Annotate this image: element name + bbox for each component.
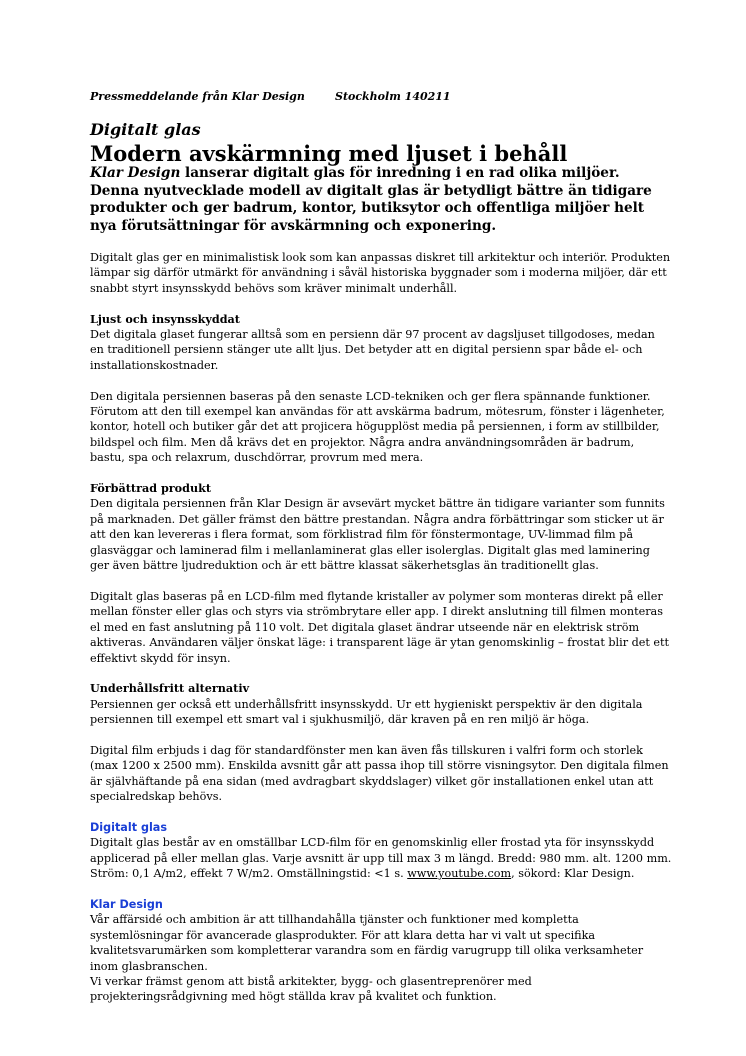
page-title: Modern avskärmning med ljuset i behåll: [90, 141, 568, 166]
section-improved-paragraph-2: Digitalt glas baseras på en LCD-film med flytande kristaller av polymer som monteras direkt på eller mellan fönster eller glas och styrs via strömbrytare eller app. I direkt anslutning till filmen monteras el med en fast anslutning på 110 volt. Det digitala glaset ändrar utseende när en elektrisk ström aktiveras. Användaren väljer önskat läge: i transparent läge är ytan genomskinlig – frostat blir det ett effektivt skydd för insyn.: [90, 589, 670, 665]
lead-brand: Klar Design: [90, 165, 181, 181]
kicker: Digitalt glas: [90, 120, 201, 139]
date-label: Stockholm 140211: [335, 90, 451, 103]
section-heading-improved: Förbättrad produkt: [90, 481, 212, 496]
section-maintenance-paragraph-1: Persiennen ger också ett underhållsfritt insynsskydd. Ur ett hygieniskt perspektiv är den digitala persiennen till exempel ett smart val i sjukhusmiljö, där kraven på en ren miljö är höga.: [90, 697, 643, 727]
section-heading-maintenance: Underhållsfritt alternativ: [90, 681, 250, 696]
youtube-link[interactable]: www.youtube.com: [407, 867, 512, 881]
section-light-paragraph-1: Det digitala glaset fungerar alltså som en persienn där 97 procent av dagsljuset tillgodoses, medan en traditionell persienn stänger ute allt ljus. Det betyder att en digital persienn spar både el- och installationskostnader.: [90, 328, 655, 372]
section-heading-digital-glass: Digitalt glas: [90, 820, 167, 834]
section-digital-glass-paragraph: [90, 835, 672, 881]
section-klar-design-paragraph-1: Vår affärsidé och ambition är att tillhandahålla tjänster och funktioner med kompletta systemlösningar för avancerade glasprodukter. För att klara detta har vi valt ut specifika kvalitetsvarumärken som kompletterar varandra som en färdig varugrupp till olika verksamheter inom glasbranschen.: [90, 913, 644, 973]
lead-text: lanserar digitalt glas för inredning i en rad olika miljöer. Denna nyutvecklade modell av digitalt glas är betydligt bättre än tidigare produkter och ger badrum, kontor, butiksytor och offentliga miljöer helt nya förutsättningar för avskärmning och exponering.: [90, 165, 652, 234]
body-text: [90, 250, 672, 1005]
specs-text-end: , sökord: Klar Design.: [511, 867, 635, 881]
section-klar-design-paragraph-2: Vi verkar främst genom att bistå arkitekter, bygg- och glasentreprenörer med projekteringsrådgivning med högt ställda krav på kvalitet och funktion.: [90, 974, 532, 1004]
section-light-paragraph-2: Den digitala persiennen baseras på den senaste LCD-tekniken och ger flera spännande funktioner. Förutom att den till exempel kan användas för att avskärma badrum, mötesrum, fönster i lägenheter, kontor, hotell och butiker går det att projicera högupplöst media på persiennen, i form av stillbilder, bildspel och film. Men då krävs det en projektor. Några andra användningsområden är badrum, bastu, spa och relaxrum, duschdörrar, provrum med mera.: [90, 389, 665, 465]
specs-text: Digitalt glas består av en omställbar LCD-film för en genomskinlig eller frostad yta för insynsskydd applicerad på eller mellan glas. Varje avsnitt är upp till max 3 m längd. Bredd: 980 mm. alt. 1200 mm. Ström: 0,1 A/m2, effekt 7 W/m2. Omställningstid: <1 s.: [90, 836, 672, 881]
sender-label: Pressmeddelande från Klar Design: [90, 90, 305, 103]
section-heading-klar-design: Klar Design: [90, 897, 163, 911]
section-maintenance-paragraph-2: Digital film erbjuds i dag för standardfönster men kan även fås tillskuren i valfri form och storlek (max 1200 x 2500 mm). Enskilda avsnitt går att passa ihop till större visningsytor. Den digitala filmen är självhäftande på ena sidan (med avdragbart skyddslager) vilket gör installationen enkel utan att specialredskap behövs.: [90, 743, 669, 804]
intro-paragraph: Digitalt glas ger en minimalistisk look som kan anpassas diskret till arkitektur och interiör. Produkten lämpar sig därför utmärkt för användning i såväl historiska byggnader som i moderna miljöer, där ett snabbt styrt insynsskydd behövs som kräver minimalt underhåll.: [90, 251, 671, 295]
section-heading-light: Ljust och insynsskyddat: [90, 311, 240, 326]
lead-paragraph: [90, 165, 670, 235]
header-line: [90, 90, 451, 103]
section-improved-paragraph-1: Den digitala persiennen från Klar Design är avsevärt mycket bättre än tidigare varianter som funnits på marknaden. Det gäller främst den bättre prestandan. Några andra förbättringar som sticker ut är att den kan levereras i flera format, som förklistrad film för fönstermontage, UV-limmad film på glasväggar och laminerad film i mellanlaminerat glas eller isolerglas. Digitalt glas med laminering ger även bättre ljudreduktion och är ett bättre klassat säkerhetsglas än traditionellt glas.: [90, 497, 665, 573]
